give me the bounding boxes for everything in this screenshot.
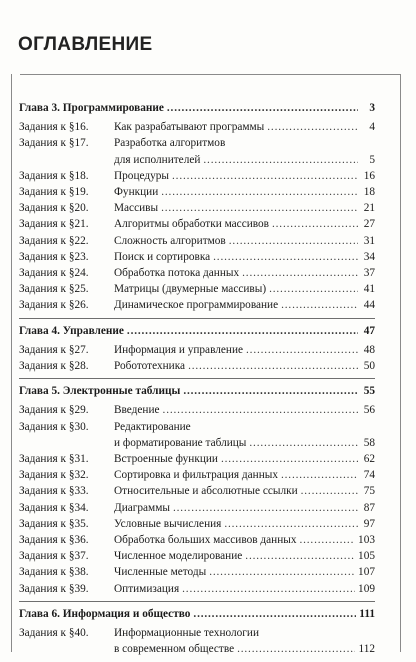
page-number: 75 <box>363 485 375 498</box>
chapter-title: Глава 3. Программирование <box>19 102 164 114</box>
page-number: 37 <box>363 267 375 280</box>
toc-entry <box>19 516 375 532</box>
entry-title-block <box>114 265 361 281</box>
page-number: 41 <box>363 283 375 296</box>
entry-title-line1: Информационные технологии <box>114 627 260 640</box>
toc-entry <box>19 532 375 548</box>
entry-prefix: Задания к §20. <box>19 202 89 215</box>
entry-title: Динамическое программирование <box>114 299 279 312</box>
dot-leader <box>245 548 355 564</box>
entry-title-block <box>114 249 361 265</box>
entry-title: Оптимизация <box>114 582 180 595</box>
page-number: 48 <box>363 343 375 356</box>
entry-title-line2 <box>114 435 375 451</box>
entry-title: Численное моделирование <box>114 550 243 563</box>
toc-entry <box>19 581 375 597</box>
dot-leader <box>269 281 358 297</box>
entry-title-block <box>114 216 361 232</box>
entry-prefix: Задания к §30. <box>19 420 89 433</box>
page-number: 97 <box>363 517 375 530</box>
dot-leader <box>213 249 358 265</box>
dot-leader <box>161 200 358 216</box>
entry-title-line1: Разработка алгоритмов <box>114 137 226 150</box>
page-number: 21 <box>363 202 375 215</box>
dot-leader <box>237 641 355 657</box>
entry-title: Сложность алгоритмов <box>114 234 226 247</box>
entry-prefix: Задания к §36. <box>19 534 89 547</box>
entry-title: Встроенные функции <box>114 453 218 466</box>
entry-prefix: Задания к §34. <box>19 501 89 514</box>
entry-prefix: Задания к §39. <box>19 582 89 595</box>
dot-leader <box>281 467 358 483</box>
page-number: 3 <box>369 102 375 114</box>
toc-entry <box>19 483 375 499</box>
entry-title: Поиск и сортировка <box>114 250 211 263</box>
entry-prefix: Задания к §38. <box>19 566 89 579</box>
entry-title-block <box>114 135 375 167</box>
entry-title: Сортировка и фильтрация данных <box>114 469 278 482</box>
toc-entry <box>19 200 375 216</box>
entry-title: и форматирование таблицы <box>114 436 247 449</box>
entry-prefix: Задания к §29. <box>19 404 89 417</box>
entry-title-block <box>114 168 361 184</box>
table-of-contents <box>19 96 375 662</box>
entry-title-block <box>114 358 361 374</box>
entry-title: Как разрабатывают программы <box>114 121 265 134</box>
page-number: 56 <box>363 404 375 417</box>
entry-prefix: Задания к §33. <box>19 485 89 498</box>
toc-entry <box>19 419 375 451</box>
chapter-title: Глава 4. Управление <box>19 324 124 337</box>
toc-section <box>19 379 375 602</box>
page-number: 18 <box>363 186 375 199</box>
entry-title-block <box>114 625 375 657</box>
dot-leader <box>127 323 358 339</box>
toc-entry <box>19 216 375 232</box>
dot-leader <box>242 265 358 281</box>
dot-leader <box>173 500 358 516</box>
entry-title-block <box>114 532 358 548</box>
entry-title-block <box>114 467 361 483</box>
entry-prefix: Задания к §35. <box>19 517 89 530</box>
dot-leader <box>188 358 358 374</box>
entry-title: Алгоритмы обработки массивов <box>114 218 269 231</box>
page-number: 27 <box>363 218 375 231</box>
toc-entry <box>19 249 375 265</box>
page-number: 109 <box>358 582 375 595</box>
entry-title: Обработка потока данных <box>114 267 240 280</box>
dot-leader <box>209 564 355 580</box>
page-number: 55 <box>363 385 375 398</box>
entry-title: Обработка больших массивов данных <box>114 534 297 547</box>
toc-section <box>19 319 375 380</box>
toc-entry <box>19 265 375 281</box>
entry-title-block <box>114 281 361 297</box>
page-number: 16 <box>363 169 375 182</box>
toc-entry <box>19 281 375 297</box>
entry-prefix: Задания к §27. <box>19 343 89 356</box>
entry-title-line2 <box>114 152 375 168</box>
toc-entry <box>19 342 375 358</box>
entry-title: Относительные и абсолютные ссылки <box>114 485 298 498</box>
toc-entry <box>19 233 375 249</box>
entry-title-line2 <box>114 641 375 657</box>
entry-title-line1: Редактирование <box>114 420 191 433</box>
page-number: 105 <box>358 550 375 563</box>
page-number: 5 <box>369 153 375 166</box>
entry-title-block <box>114 233 361 249</box>
page-number: 4 <box>369 121 375 134</box>
toc-entry <box>19 564 375 580</box>
entry-prefix: Задания к §24. <box>19 267 89 280</box>
dot-leader <box>224 516 358 532</box>
chapter-row <box>19 100 375 116</box>
entry-title: Условные вычисления <box>114 517 222 530</box>
chapter-row <box>19 383 375 399</box>
entry-prefix: Задания к §23. <box>19 250 89 263</box>
entry-prefix: Задания к §19. <box>19 186 89 199</box>
entry-title: в современном обществе <box>114 643 235 656</box>
dot-leader <box>193 606 356 622</box>
toc-entry <box>19 548 375 564</box>
entry-prefix: Задания к §26. <box>19 299 89 312</box>
entry-title-block <box>114 483 361 499</box>
toc-section <box>19 96 375 319</box>
chapter-title: Глава 5. Электронные таблицы <box>19 385 181 398</box>
toc-entry <box>19 358 375 374</box>
entry-title: Информация и управление <box>114 343 244 356</box>
entry-title: Введение <box>114 404 160 417</box>
dot-leader <box>221 451 358 467</box>
page-number: 34 <box>363 250 375 263</box>
page-number: 58 <box>363 436 375 449</box>
dot-leader <box>281 297 358 313</box>
dot-leader <box>267 119 358 135</box>
page-number: 107 <box>358 566 375 579</box>
dot-leader <box>272 216 358 232</box>
dot-leader <box>161 184 358 200</box>
dot-leader <box>203 152 358 168</box>
entry-title: Функции <box>114 186 159 199</box>
dot-leader <box>172 168 358 184</box>
page-number: 62 <box>363 453 375 466</box>
page-number: 50 <box>363 360 375 373</box>
entry-title: Процедуры <box>114 169 170 182</box>
entry-title-block <box>114 516 361 532</box>
entry-prefix: Задания к §21. <box>19 218 89 231</box>
entry-prefix: Задания к §17. <box>19 137 89 150</box>
entry-title-block <box>114 548 358 564</box>
page-number: 44 <box>363 299 375 312</box>
entry-prefix: Задания к §25. <box>19 283 89 296</box>
entry-title: Диаграммы <box>114 501 170 514</box>
entry-title-block <box>114 581 358 597</box>
page-number: 103 <box>358 534 375 547</box>
entry-prefix: Задания к §32. <box>19 469 89 482</box>
dot-leader <box>249 435 358 451</box>
entry-title-block <box>114 119 361 135</box>
entry-title: Массивы <box>114 202 159 215</box>
dot-leader <box>229 233 358 249</box>
toc-entry <box>19 297 375 313</box>
entry-prefix: Задания к §37. <box>19 550 89 563</box>
entry-title-block <box>114 564 358 580</box>
toc-entry <box>19 184 375 200</box>
page-number: 47 <box>363 324 375 337</box>
entry-prefix: Задания к §40. <box>19 627 89 640</box>
entry-title-block <box>114 451 361 467</box>
page-number: 31 <box>363 234 375 247</box>
entry-title-block <box>114 200 361 216</box>
toc-section <box>19 602 375 662</box>
toc-entry <box>19 402 375 418</box>
toc-entry <box>19 467 375 483</box>
chapter-title: Глава 6. Информация и общество <box>19 607 191 620</box>
entry-title-block <box>114 402 361 418</box>
entry-prefix: Задания к §16. <box>19 121 89 134</box>
dot-leader <box>183 383 358 399</box>
dot-leader <box>246 342 358 358</box>
page-number: 74 <box>363 469 375 482</box>
chapter-row <box>19 323 375 339</box>
toc-entry <box>19 119 375 135</box>
entry-prefix: Задания к §22. <box>19 234 89 247</box>
entry-prefix: Задания к §28. <box>19 360 89 373</box>
page-number: 111 <box>359 607 375 620</box>
toc-entry <box>19 451 375 467</box>
toc-entry <box>19 500 375 516</box>
page-number: 112 <box>358 643 375 656</box>
page-number: 87 <box>363 501 375 514</box>
entry-title: Робототехника <box>114 360 186 373</box>
chapter-row <box>19 606 375 622</box>
dot-leader <box>163 402 358 418</box>
entry-prefix: Задания к §31. <box>19 453 89 466</box>
dot-leader <box>299 532 355 548</box>
entry-prefix: Задания к §18. <box>19 169 89 182</box>
entry-title-block <box>114 500 361 516</box>
entry-title-block <box>114 342 361 358</box>
toc-entry <box>19 168 375 184</box>
entry-title: Численные методы <box>114 566 207 579</box>
toc-entry <box>19 625 375 657</box>
page-title: ОГЛАВЛЕНИЕ <box>18 34 153 55</box>
dot-leader <box>182 581 355 597</box>
dot-leader <box>301 483 358 499</box>
entry-title: Матрицы (двумерные массивы) <box>114 283 267 296</box>
entry-title-block <box>114 419 375 451</box>
toc-entry <box>19 135 375 167</box>
entry-title: для исполнителей <box>114 153 201 166</box>
dot-leader <box>167 100 358 116</box>
entry-title-block <box>114 297 361 313</box>
entry-title-block <box>114 184 361 200</box>
